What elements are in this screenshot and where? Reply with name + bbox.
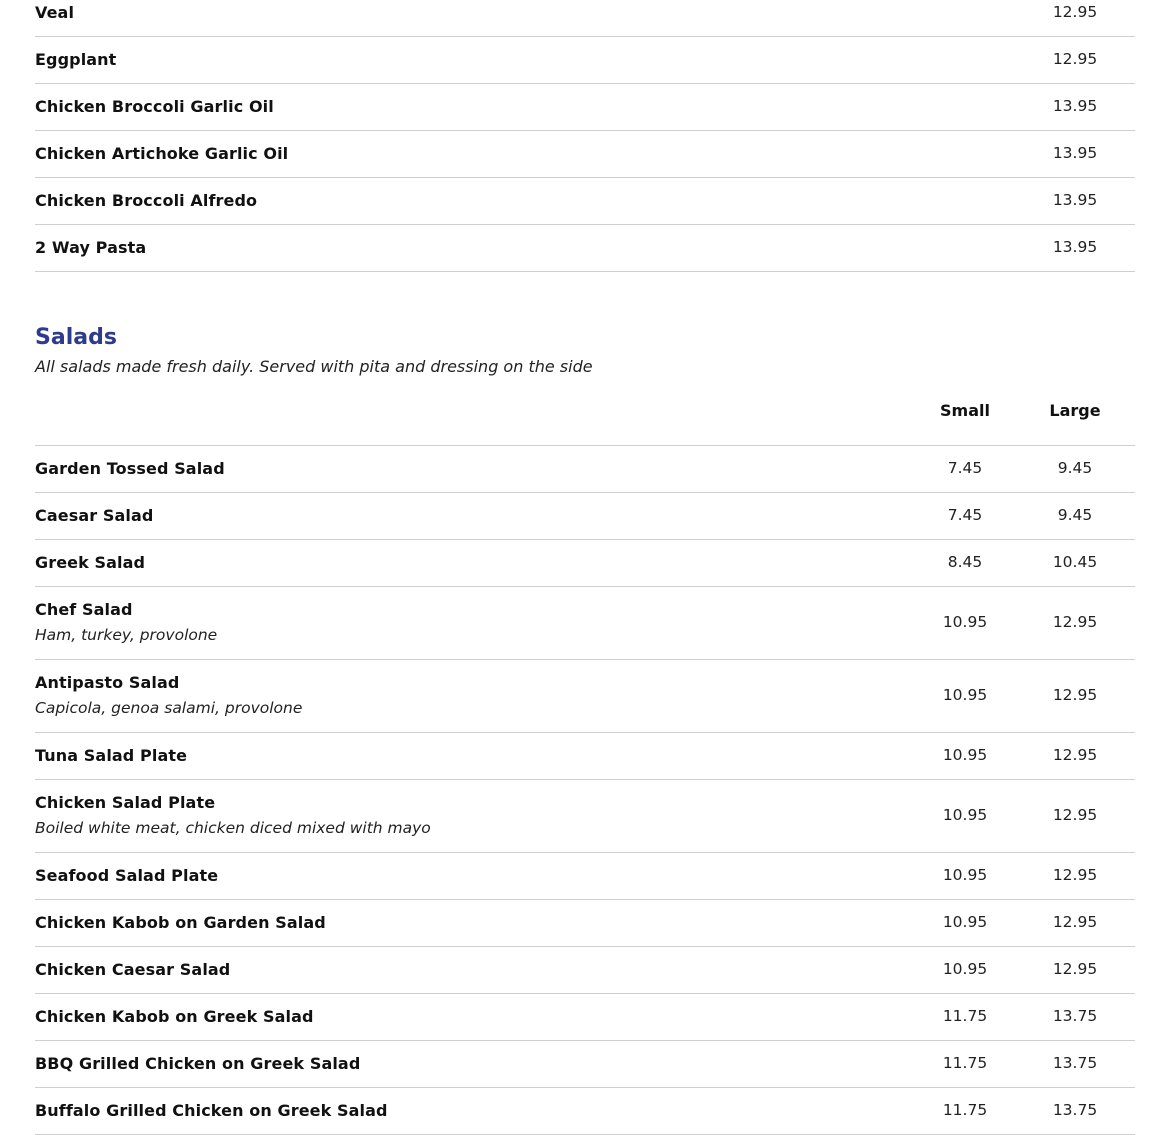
salad-row: [35, 493, 1135, 540]
salad-price-large: 9.45: [1057, 459, 1093, 477]
salad-row: [35, 853, 1135, 900]
price-column-headers: [35, 384, 1135, 446]
salad-row: [35, 540, 1135, 587]
menu-item-row: [35, 37, 1135, 84]
menu-item-row: [35, 84, 1135, 131]
salad-name: Chicken Salad Plate: [35, 793, 216, 812]
salad-price-small: 7.45: [947, 506, 983, 524]
salad-price-small: 10.95: [942, 913, 988, 931]
salad-name: Chef Salad: [35, 600, 133, 619]
section-description: All salads made fresh daily. Served with pita and dressing on the side: [35, 357, 593, 376]
salad-price-large: 12.95: [1052, 613, 1098, 631]
salad-row: [35, 660, 1135, 733]
salad-row: [35, 947, 1135, 994]
menu-item-price: 12.95: [1052, 3, 1098, 21]
salad-price-large: 13.75: [1052, 1101, 1098, 1119]
salad-price-small: 7.45: [947, 459, 983, 477]
salad-price-large: 12.95: [1052, 913, 1098, 931]
menu-item-price: 13.95: [1052, 191, 1098, 209]
menu-item-name: Chicken Broccoli Garlic Oil: [35, 97, 274, 116]
menu-item-price: 13.95: [1052, 238, 1098, 256]
salad-price-small: 10.95: [942, 746, 988, 764]
salad-name: Chicken Kabob on Greek Salad: [35, 1007, 314, 1026]
salad-price-small: 10.95: [942, 613, 988, 631]
column-header-large: Large: [1049, 401, 1101, 420]
salad-price-large: 10.45: [1052, 553, 1098, 571]
salad-description: Boiled white meat, chicken diced mixed with mayo: [35, 819, 431, 837]
salad-price-small: 10.95: [942, 960, 988, 978]
section-title: Salads: [35, 325, 117, 350]
salad-price-small: 11.75: [942, 1054, 988, 1072]
salad-description: Capicola, genoa salami, provolone: [35, 699, 303, 717]
menu-item-name: Chicken Broccoli Alfredo: [35, 191, 258, 210]
salad-name: Chicken Caesar Salad: [35, 960, 231, 979]
salad-description: Ham, turkey, provolone: [35, 626, 218, 644]
menu-item-row: [35, 178, 1135, 225]
menu-item-price: 12.95: [1052, 50, 1098, 68]
salad-row: [35, 446, 1135, 493]
salad-price-small: 10.95: [942, 806, 988, 824]
salad-price-large: 13.75: [1052, 1007, 1098, 1025]
salad-row: [35, 1088, 1135, 1135]
top-menu-list: [35, 0, 1135, 272]
salad-price-small: 10.95: [942, 686, 988, 704]
salad-name: Tuna Salad Plate: [35, 746, 188, 765]
column-header-small: Small: [940, 401, 990, 420]
menu-item-row: [35, 131, 1135, 178]
salad-price-large: 12.95: [1052, 960, 1098, 978]
salad-row: [35, 900, 1135, 947]
salad-row: [35, 587, 1135, 660]
salad-price-small: 11.75: [942, 1101, 988, 1119]
salad-name: BBQ Grilled Chicken on Greek Salad: [35, 1054, 361, 1073]
salads-section: [35, 320, 1135, 1135]
salad-row: [35, 1041, 1135, 1088]
menu-item-price: 13.95: [1052, 144, 1098, 162]
salad-name: Garden Tossed Salad: [35, 459, 225, 478]
salad-price-large: 13.75: [1052, 1054, 1098, 1072]
salad-price-large: 9.45: [1057, 506, 1093, 524]
salad-row: [35, 994, 1135, 1041]
salad-name: Seafood Salad Plate: [35, 866, 219, 885]
salad-name: Chicken Kabob on Garden Salad: [35, 913, 326, 932]
menu-item-row: [35, 0, 1135, 37]
salad-name: Buffalo Grilled Chicken on Greek Salad: [35, 1101, 388, 1120]
menu-item-name: Eggplant: [35, 50, 117, 69]
salad-row: [35, 733, 1135, 780]
salad-price-small: 10.95: [942, 866, 988, 884]
menu-item-name: Veal: [35, 3, 75, 22]
salad-price-small: 11.75: [942, 1007, 988, 1025]
salad-name: Caesar Salad: [35, 506, 154, 525]
menu-item-price: 13.95: [1052, 97, 1098, 115]
salad-name: Antipasto Salad: [35, 673, 180, 692]
salad-row: [35, 780, 1135, 853]
salad-price-large: 12.95: [1052, 806, 1098, 824]
menu-item-row: [35, 225, 1135, 272]
salad-name: Greek Salad: [35, 553, 146, 572]
salad-price-large: 12.95: [1052, 686, 1098, 704]
salad-price-small: 8.45: [947, 553, 983, 571]
menu-item-name: 2 Way Pasta: [35, 238, 147, 257]
menu-item-name: Chicken Artichoke Garlic Oil: [35, 144, 289, 163]
salad-price-large: 12.95: [1052, 866, 1098, 884]
salad-price-large: 12.95: [1052, 746, 1098, 764]
